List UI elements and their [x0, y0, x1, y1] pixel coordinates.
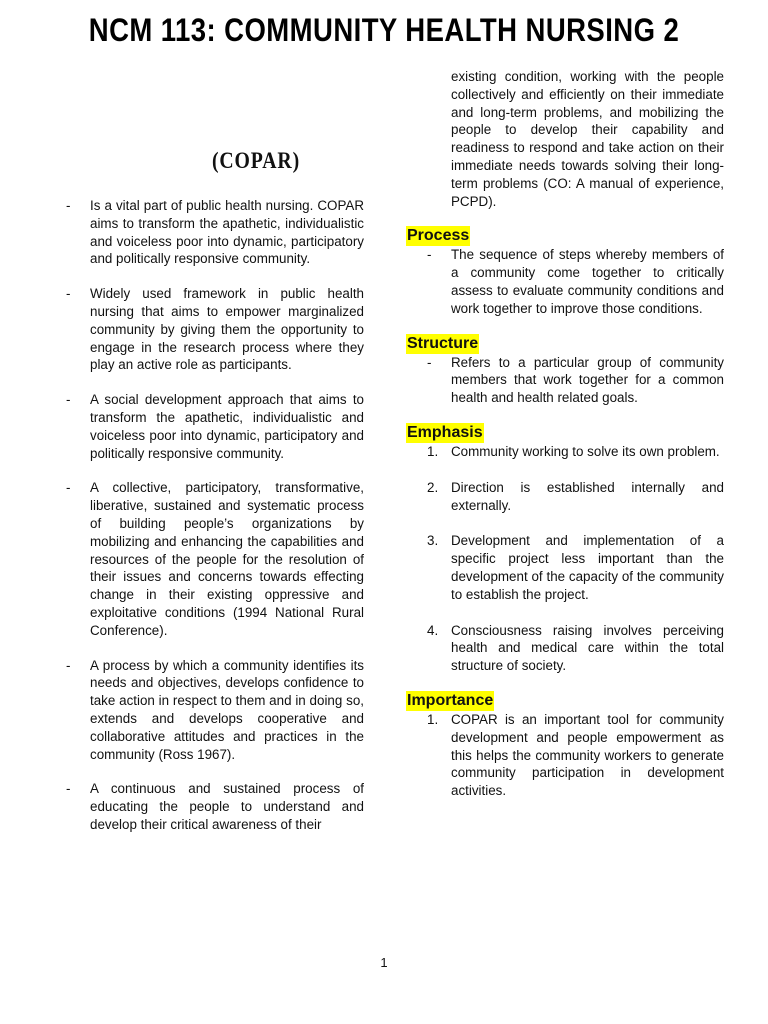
item-number: 2.: [427, 479, 439, 495]
list-item: [66, 391, 364, 462]
list-item-text: A continuous and sustained process of educating the people to understand and develop their critical awareness of their: [90, 781, 364, 832]
list-item: [406, 246, 724, 317]
right-column: [406, 68, 724, 800]
item-number: 1.: [427, 443, 439, 459]
list-item: [66, 285, 364, 374]
structure-heading: Structure: [407, 334, 479, 352]
structure-text: Refers to a particular group of community members that work together for a common health and health related goals.: [451, 354, 724, 406]
numbered-item: [406, 711, 724, 800]
bullet-dash: -: [66, 480, 71, 496]
importance-section: [406, 675, 724, 800]
numbered-item: [406, 479, 724, 515]
continued-text: existing condition, working with the people collectively and efficiently on their immediate and long-term problems, and mobilizing the people to develop their capability and readiness to respond and take action on their immediate needs towards solving their long-term problems (CO: A manual of experience, PCPD).: [451, 69, 724, 209]
emphasis-item-text: Consciousness raising involves perceiving health and medical care within the total structure of society.: [451, 622, 724, 674]
item-number: 3.: [427, 533, 439, 549]
emphasis-item-text: Community working to solve its own problem.: [451, 443, 720, 459]
list-item-text: Widely used framework in public health nursing that aims to empower marginalized community by giving them the opportunity to engage in the research process where they play an active role as participants.: [90, 286, 364, 373]
bullet-dash: -: [66, 286, 71, 302]
bullet-dash: -: [427, 247, 432, 263]
bullet-dash: -: [66, 392, 71, 408]
emphasis-item-text: Direction is established internally and externally.: [451, 479, 724, 513]
numbered-item: [406, 443, 724, 461]
emphasis-section: [406, 407, 724, 675]
list-item: [66, 657, 364, 764]
emphasis-item-text: Development and implementation of a specific project less important than the development of the capacity of the community to establish the project.: [451, 533, 724, 602]
process-heading: Process: [407, 227, 470, 245]
list-item: [66, 479, 364, 639]
list-item-text: A process by which a community identifies its needs and objectives, develops confidence to take action in respect to them and in doing so, extends and develops cooperative and collaborative attitudes and practices in the community (Ross 1967).: [90, 657, 364, 762]
list-item: [66, 780, 364, 833]
page-number: 1: [380, 955, 388, 970]
bullet-dash: -: [427, 354, 432, 370]
numbered-item: [406, 532, 724, 603]
left-column: [66, 197, 364, 851]
structure-section: [406, 318, 724, 407]
document-title: NCM 113: COMMUNITY HEALTH NURSING 2: [88, 12, 680, 48]
list-item: [406, 354, 724, 407]
process-text: The sequence of steps whereby members of a community come together to critically assess to evaluate community conditions and work together to improve those conditions.: [451, 247, 724, 316]
emphasis-heading: Emphasis: [407, 423, 483, 441]
bullet-dash: -: [66, 657, 71, 673]
list-item: [66, 197, 364, 268]
list-item-text: A collective, participatory, transformative, liberative, sustained and systematic process of building people’s organizations by mobilizing and enhancing the capabilities and resources of the people for the resolution of their issues and concerns towards effecting change in their existing oppressive and exploitative conditions (1994 National Rural Conference).: [90, 480, 364, 638]
list-item-text: Is a vital part of public health nursing. COPAR aims to transform the apathetic, individualistic and voiceless poor into dynamic, participatory and politically responsive community.: [90, 198, 364, 267]
section-subtitle: (COPAR): [211, 148, 301, 173]
process-section: [406, 210, 724, 317]
importance-heading: Importance: [407, 691, 494, 709]
item-number: 1.: [427, 711, 439, 727]
importance-item-text: COPAR is an important tool for community development and people empowerment as this helps the community workers to generate community participation in development activities.: [451, 711, 724, 799]
bullet-dash: -: [66, 198, 71, 213]
bullet-dash: -: [66, 781, 71, 797]
item-number: 4.: [427, 622, 439, 638]
list-item-text: A social development approach that aims to transform the apathetic, individualistic and voiceless poor into dynamic, participatory and politically responsive community.: [90, 392, 364, 461]
numbered-item: [406, 622, 724, 675]
